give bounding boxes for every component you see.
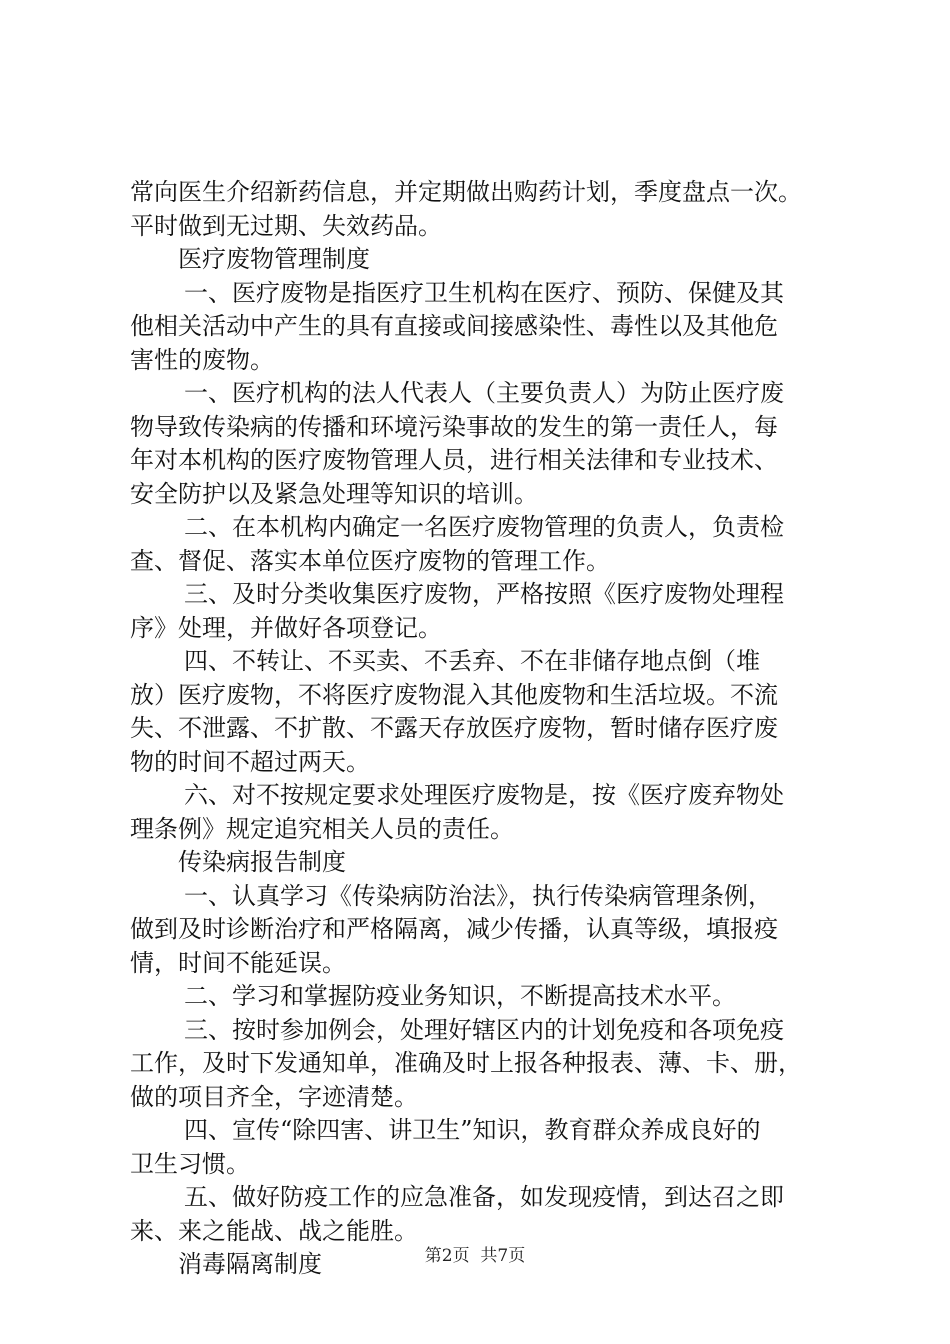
paragraph-line: 五、做好防疫工作的应急准备，如发现疫情，到达召之即 — [184, 1183, 784, 1211]
paragraph-line: 工作，及时下发通知单，准确及时上报各种报表、薄、卡、册， — [130, 1049, 802, 1077]
section-heading: 传染病报告制度 — [178, 848, 346, 876]
paragraph-line: 失、不泄露、不扩散、不露天存放医疗废物，暂时储存医疗废 — [130, 714, 778, 742]
paragraph-line: 做的项目齐全，字迹清楚。 — [130, 1082, 418, 1111]
paragraph-line: 做到及时诊断治疗和严格隔离，减少传播，认真等级，填报疫 — [130, 915, 778, 943]
paragraph-line: 二、学习和掌握防疫业务知识，不断提高技术水平。 — [184, 982, 736, 1010]
paragraph-line: 来、来之能战、战之能胜。 — [130, 1216, 418, 1245]
paragraph-line: 一、认真学习《传染病防治法》，执行传染病管理条例， — [184, 881, 772, 910]
paragraph-line: 二、在本机构内确定一名医疗废物管理的负责人，负责检 — [184, 513, 784, 541]
paragraph-line: 三、按时参加例会，处理好辖区内的计划免疫和各项免疫 — [184, 1015, 784, 1044]
paragraph-line: 一、医疗机构的法人代表人（主要负责人）为防止医疗废 — [184, 379, 784, 407]
footer-separator — [470, 1246, 481, 1266]
paragraph-line: 四、不转让、不买卖、不丢弃、不在非储存地点倒（堆 — [184, 647, 760, 675]
paragraph-line: 四、宣传“除四害、讲卫生”知识，教育群众养成良好的 — [184, 1116, 761, 1144]
paragraph-line: 卫生习惯。 — [130, 1149, 250, 1178]
paragraph-line: 情，时间不能延误。 — [130, 948, 346, 977]
paragraph-line: 理条例》规定追究相关人员的责任。 — [130, 814, 514, 843]
section-heading: 消毒隔离制度 — [178, 1250, 322, 1278]
paragraph-line: 放）医疗废物，不将医疗废物混入其他废物和生活垃圾。不流 — [130, 680, 778, 709]
paragraph-line: 序》处理，并做好各项登记。 — [130, 613, 442, 642]
paragraph-line: 常向医生介绍新药信息，并定期做出购药计划，季度盘点一次。 — [130, 178, 802, 206]
paragraph-line: 六、对不按规定要求处理医疗废物是，按《医疗废弃物处 — [184, 781, 784, 809]
document-body — [130, 176, 850, 1282]
paragraph-line: 查、督促、落实本单位医疗废物的管理工作。 — [130, 546, 610, 575]
paragraph-line: 平时做到无过期、失效药品。 — [130, 211, 442, 240]
paragraph-line: 三、及时分类收集医疗废物，严格按照《医疗废物处理程 — [184, 580, 784, 608]
paragraph-line: 物导致传染病的传播和环境污染事故的发生的第一责任人，每 — [130, 412, 778, 441]
paragraph-line: 物的时间不超过两天。 — [130, 747, 370, 776]
paragraph-line: 一、医疗废物是指医疗卫生机构在医疗、预防、保健及其 — [184, 278, 784, 307]
paragraph-line: 他相关活动中产生的具有直接或间接感染性、毒性以及其他危 — [130, 312, 778, 340]
page-footer — [0, 1246, 950, 1266]
paragraph-line: 安全防护以及紧急处理等知识的培训。 — [130, 479, 538, 508]
section-heading: 医疗废物管理制度 — [178, 245, 370, 273]
paragraph-line: 年对本机构的医疗废物管理人员，进行相关法律和专业技术、 — [130, 446, 778, 474]
page-number: 第2页 — [424, 1246, 470, 1266]
page-total: 共7页 — [480, 1246, 526, 1266]
paragraph-line: 害性的废物。 — [130, 345, 274, 374]
